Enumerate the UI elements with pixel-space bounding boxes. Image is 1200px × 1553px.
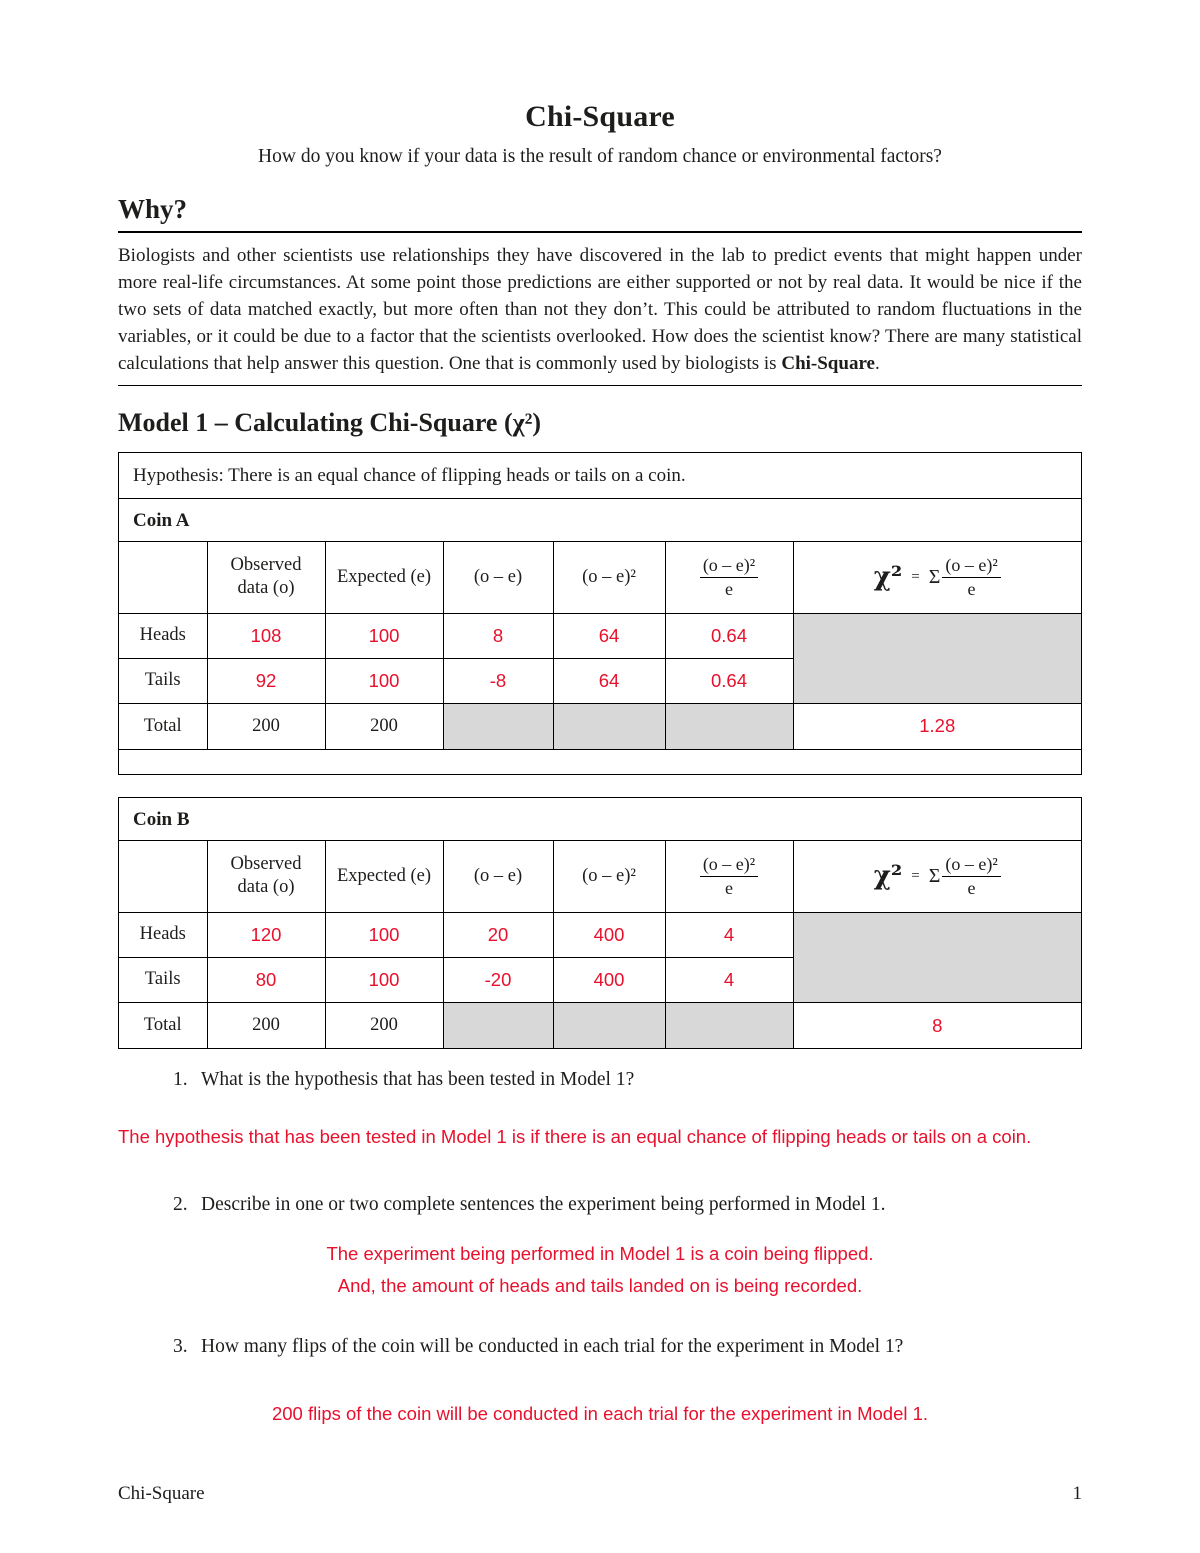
question-3-answer: 200 flips of the coin will be conducted in each trial for the experiment in Model 1. <box>271 1403 929 1425</box>
coin-a-label: Coin A <box>133 509 190 531</box>
coin-b-total-shaded-frac <box>665 1002 793 1048</box>
sigma-symbol: Σ <box>928 864 941 887</box>
coin-b-heads-frac: 4 <box>665 912 793 957</box>
chi-square-formula <box>874 854 1001 898</box>
model1-heading: Model 1 – Calculating Chi-Square (χ²) <box>118 407 542 437</box>
why-heading: Why? <box>118 194 1082 233</box>
why-paragraph <box>118 243 1082 378</box>
coin-b-chi-shaded-cell <box>793 912 1081 1002</box>
fraction-numerator: (o – e)² <box>700 854 758 877</box>
coin-b-total-shaded-o-minus-e-squared <box>553 1002 665 1048</box>
equals-sign: = <box>911 568 920 585</box>
coin-a-total-shaded-o-minus-e <box>443 703 553 749</box>
coin-b-tails-o-minus-e-squared: 400 <box>553 957 665 1002</box>
question-2-text: Describe in one or two complete sentences the experiment being performed in Model 1. <box>201 1193 886 1215</box>
coin-b-box <box>118 797 1082 1050</box>
coin-b-heads-observed: 120 <box>207 912 325 957</box>
coin-a-header-observed <box>207 541 325 613</box>
coin-b-header-o-minus-e: (o – e) <box>443 840 553 912</box>
question-2-answer <box>118 1238 1082 1303</box>
question-2-number: 2. <box>173 1193 188 1215</box>
coin-b-heads-expected: 100 <box>325 912 443 957</box>
coin-b-total-expected: 200 <box>325 1002 443 1048</box>
sigma-symbol: Σ <box>928 565 941 588</box>
coin-a-tails-o-minus-e-squared: 64 <box>553 658 665 703</box>
coin-b-heads-row <box>119 912 1081 957</box>
coin-a-header-fraction <box>665 541 793 613</box>
coin-b-heads-label: Heads <box>119 912 207 957</box>
footer-document-title: Chi-Square <box>118 1483 205 1504</box>
coin-a-heads-row <box>119 613 1081 658</box>
coin-a-heads-label: Heads <box>119 613 207 658</box>
coin-b-tails-expected: 100 <box>325 957 443 1002</box>
coin-b-total-row <box>119 1002 1081 1048</box>
coin-b-total-shaded-o-minus-e <box>443 1002 553 1048</box>
coin-a-header-row <box>119 541 1081 613</box>
header-observed-line2: data (o) <box>237 877 295 898</box>
coin-b-tails-observed: 80 <box>207 957 325 1002</box>
sigma-fraction <box>929 555 1001 599</box>
header-observed-line1: Observed <box>230 854 302 875</box>
coin-b-label: Coin B <box>133 808 190 830</box>
page-footer <box>118 1483 1082 1505</box>
coin-b-header-fraction <box>665 840 793 912</box>
question-1 <box>118 1069 1082 1091</box>
coin-a-heads-observed: 108 <box>207 613 325 658</box>
coin-a-tails-label: Tails <box>119 658 207 703</box>
coin-a-chi-square-value: 1.28 <box>793 703 1081 749</box>
coin-a-box-spacer <box>119 750 1081 774</box>
coin-a-header-expected: Expected (e) <box>325 541 443 613</box>
coin-b-corner-cell <box>119 840 207 912</box>
answer-line: And, the amount of heads and tails landed on is being recorded. <box>337 1275 863 1297</box>
question-1-text: What is the hypothesis that has been tested in Model 1? <box>201 1069 635 1091</box>
chi-squared-symbol: χ² <box>873 861 903 892</box>
fraction <box>942 854 1000 898</box>
question-3-number: 3. <box>173 1336 188 1358</box>
question-1-answer: The hypothesis that has been tested in Model 1 is if there is an equal chance of flipping heads or tails on a coin. <box>118 1126 1032 1148</box>
coin-a-corner-cell <box>119 541 207 613</box>
sigma-fraction <box>929 854 1001 898</box>
coin-b-header-row <box>119 840 1081 912</box>
coin-a-heads-expected: 100 <box>325 613 443 658</box>
coin-b-header-o-minus-e-squared: (o – e)² <box>553 840 665 912</box>
coin-a-box <box>118 452 1082 775</box>
coin-a-total-shaded-frac <box>665 703 793 749</box>
why-text-end: . <box>874 352 880 374</box>
why-text: Biologists and other scientists use relationships they have discovered in the lab to predict events that might happen under more real-life circumstances. At some point those predictions are either supported or not by real data. It would be nice if the two sets of data matched exactly, but more often than not they don’t. This could be attributed to random fluctuations in the variables, or it could be due to a factor that the scientists overlooked. How does the scientist know? There are many statistical calculations that help answer this question. One that is commonly used by biologists is <box>118 245 1082 374</box>
footer-page-number: 1 <box>1072 1483 1082 1504</box>
coin-a-chi-shaded-cell <box>793 613 1081 703</box>
page-subtitle: How do you know if your data is the result of random chance or environmental factors? <box>258 146 942 167</box>
fraction <box>700 555 758 599</box>
coin-b-header-observed <box>207 840 325 912</box>
question-1-number: 1. <box>173 1069 188 1091</box>
fraction-numerator: (o – e)² <box>942 555 1000 578</box>
coin-b-tails-o-minus-e: -20 <box>443 957 553 1002</box>
coin-a-heads-o-minus-e-squared: 64 <box>553 613 665 658</box>
coin-b-header-chi-square-formula <box>793 840 1081 912</box>
coin-b-total-label: Total <box>119 1002 207 1048</box>
fraction-denominator: e <box>967 578 976 599</box>
coin-a-total-observed: 200 <box>207 703 325 749</box>
coin-a-tails-o-minus-e: -8 <box>443 658 553 703</box>
fraction-denominator: e <box>967 877 976 898</box>
coin-a-heads-frac: 0.64 <box>665 613 793 658</box>
fraction-numerator: (o – e)² <box>700 555 758 578</box>
coin-b-table <box>119 840 1081 1049</box>
coin-a-tails-frac: 0.64 <box>665 658 793 703</box>
coin-a-header-chi-square-formula <box>793 541 1081 613</box>
coin-b-chi-square-value: 8 <box>793 1002 1081 1048</box>
answer-line: The experiment being performed in Model 1 is a coin being flipped. <box>326 1242 874 1264</box>
fraction-denominator: e <box>725 877 733 898</box>
question-3 <box>118 1336 1082 1358</box>
hypothesis-row: Hypothesis: There is an equal chance of flipping heads or tails on a coin. <box>119 453 1081 499</box>
why-bold-term: Chi-Square <box>781 352 875 374</box>
coin-b-heads-o-minus-e: 20 <box>443 912 553 957</box>
coin-b-tails-label: Tails <box>119 957 207 1002</box>
coin-b-header-expected: Expected (e) <box>325 840 443 912</box>
coin-b-total-observed: 200 <box>207 1002 325 1048</box>
coin-a-total-row <box>119 703 1081 749</box>
section-divider <box>118 385 1082 386</box>
page-title: Chi-Square <box>525 100 675 133</box>
equals-sign: = <box>911 867 920 884</box>
fraction-denominator: e <box>725 578 733 599</box>
coin-b-heads-o-minus-e-squared: 400 <box>553 912 665 957</box>
fraction <box>942 555 1000 599</box>
coin-a-total-label: Total <box>119 703 207 749</box>
fraction <box>700 854 758 898</box>
coin-a-header-o-minus-e-squared: (o – e)² <box>553 541 665 613</box>
question-3-text: How many flips of the coin will be conducted in each trial for the experiment in Model 1? <box>201 1336 904 1358</box>
coin-a-header-o-minus-e: (o – e) <box>443 541 553 613</box>
fraction-numerator: (o – e)² <box>942 854 1000 877</box>
coin-a-tails-observed: 92 <box>207 658 325 703</box>
coin-a-total-shaded-o-minus-e-squared <box>553 703 665 749</box>
chi-squared-symbol: χ² <box>873 562 903 593</box>
coin-b-tails-frac: 4 <box>665 957 793 1002</box>
coin-a-tails-expected: 100 <box>325 658 443 703</box>
chi-square-formula <box>874 555 1001 599</box>
coin-a-heads-o-minus-e: 8 <box>443 613 553 658</box>
question-2 <box>118 1194 1082 1216</box>
coin-a-table <box>119 541 1081 750</box>
header-observed-line2: data (o) <box>237 578 295 599</box>
header-observed-line1: Observed <box>230 555 302 576</box>
coin-a-total-expected: 200 <box>325 703 443 749</box>
